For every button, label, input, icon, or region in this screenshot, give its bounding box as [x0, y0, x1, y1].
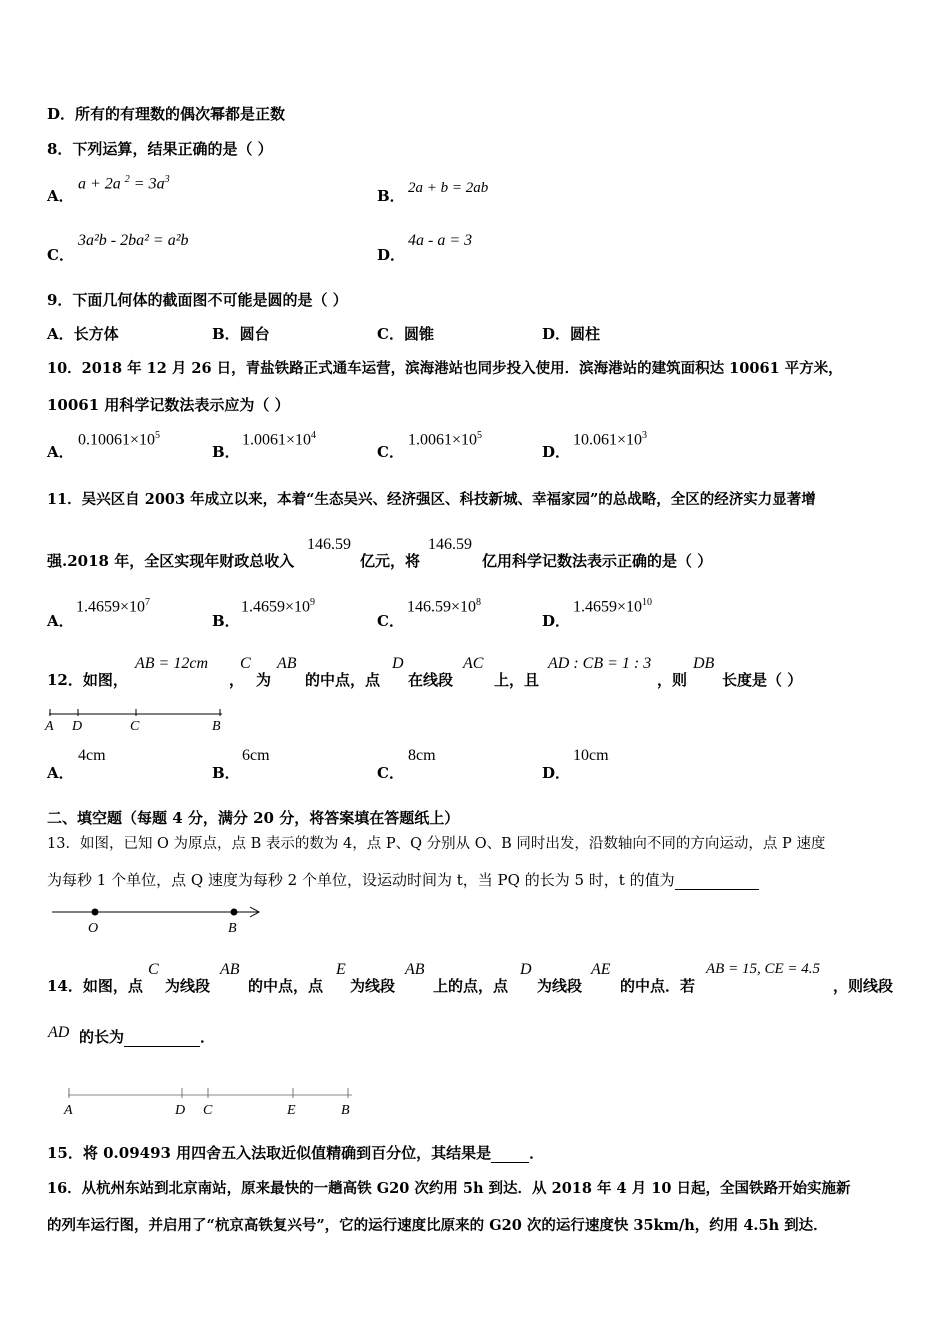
- q11-line2-a: 强.2018 年，全区实现年财政总收入: [47, 552, 295, 570]
- q8-b-expr: 2a + b = 2ab: [408, 180, 489, 196]
- q11-line2-c: 亿用科学记数法表示正确的是（ ）: [482, 552, 713, 570]
- q12-text-7: ，则: [657, 671, 688, 689]
- q9-stem: 9．下面几何体的截面图不可能是圆的是（ ）: [47, 291, 348, 309]
- q13-number-line: [48, 902, 268, 936]
- q15-text: 15．将 0.09493 用四舍五入法取近似值精确到百分位，其结果是 ．: [47, 1144, 545, 1162]
- q9-option-c: C．圆锥: [377, 325, 434, 343]
- q11-value-1: 146.59: [307, 536, 351, 553]
- q12-text-5: 在线段: [408, 671, 454, 689]
- q14-math-8: AD: [48, 1024, 70, 1041]
- q10-c-label: C．: [377, 443, 404, 461]
- q12-text-4: 的中点，点: [305, 671, 381, 689]
- q14-math-4: AB: [405, 961, 425, 978]
- q14-fig-label-d: D: [175, 1103, 186, 1118]
- q7-option-d: D．所有的有理数的偶次幂都是正数: [47, 105, 286, 123]
- q10-line2: 10061 用科学记数法表示应为（ ）: [47, 396, 290, 414]
- q12-math-2: C: [240, 655, 251, 672]
- q14-fig-label-b: B: [341, 1103, 350, 1118]
- q14-fig-label-e: E: [287, 1103, 296, 1118]
- q9-option-b: B．圆台: [212, 325, 270, 343]
- q12-fig-label-d: D: [72, 719, 83, 734]
- q11-d-label: D．: [542, 612, 571, 630]
- q12-math-1: AB = 12cm: [135, 655, 208, 672]
- q14-text-7: 的中点．若: [620, 977, 696, 995]
- q8-b-label: B．: [377, 187, 405, 205]
- q12-text-1: 12．如图，: [47, 671, 128, 689]
- q11-c-expr: $146.59\times 10^8$: [407, 597, 482, 616]
- q12-fig-label-a: A: [45, 719, 54, 734]
- q11-c-label: C．: [377, 612, 404, 630]
- q10-b-label: B．: [212, 443, 240, 461]
- q14-text-4: 为线段: [350, 977, 396, 995]
- q14-math-6: AE: [591, 961, 611, 978]
- q10-line1: 10．2018 年 12 月 26 日，青盐铁路正式通车运营，滨海港站也同步投入使用．滨海港站的建筑面积达 10061 平方米，: [47, 360, 843, 377]
- q14-figure: [60, 1084, 360, 1120]
- q11-value-2: 146.59: [428, 536, 472, 553]
- q10-b-expr: $1.0061\times 10^4$: [242, 430, 317, 449]
- q8-stem: 8．下列运算，结果正确的是（ ）: [47, 140, 273, 158]
- q10-a-expr: $0.10061\times 10^5$: [78, 430, 161, 449]
- q11-d-expr: $1.4659\times 10^{10}$: [573, 597, 653, 616]
- q11-b-expr: $1.4659\times 10^9$: [241, 597, 316, 616]
- q14-math-2: AB: [220, 961, 240, 978]
- q12-figure: [44, 707, 234, 735]
- q12-option-c: 8cm: [408, 747, 436, 764]
- q14-fig-label-a: A: [64, 1103, 73, 1118]
- q11-line2-b: 亿元，将: [360, 552, 421, 570]
- q12-text-6: 上，且: [494, 671, 540, 689]
- q12-a-label: A．: [47, 764, 74, 782]
- q12-b-label: B．: [212, 764, 240, 782]
- q14-text-8: ，则线段: [833, 977, 894, 995]
- q8-c-label: C．: [47, 246, 74, 264]
- q12-math-4: D: [392, 655, 404, 672]
- q14-math-1: C: [148, 961, 159, 978]
- q12-text-2: ，: [229, 671, 245, 689]
- q13-line1: 13．如图，已知 O 为原点，点 B 表示的数为 4，点 P、Q 分别从 O、B 同时出发，沿数轴向不同的方向运动，点 P 速度: [47, 836, 826, 852]
- q14-text-6: 为线段: [537, 977, 583, 995]
- q12-math-5: AC: [463, 655, 484, 672]
- q14-text-3: 的中点，点: [248, 977, 324, 995]
- q14-text-1: 14．如图，点: [47, 977, 143, 995]
- q12-c-label: C．: [377, 764, 404, 782]
- q16-line2: 的列车运行图，并启用了“杭京高铁复兴号”，它的运行速度比原来的 G20 次的运行速度快 35km/h，约用 4.5h 到达．: [47, 1217, 828, 1234]
- q12-option-b: 6cm: [242, 747, 270, 764]
- q12-fig-label-b: B: [212, 719, 221, 734]
- q10-a-label: A．: [47, 443, 74, 461]
- q10-d-expr: $10.061\times 10^3$: [573, 430, 648, 449]
- q11-a-expr: $1.4659\times 10^7$: [76, 597, 151, 616]
- q10-d-label: D．: [542, 443, 571, 461]
- q12-math-7: DB: [693, 655, 715, 672]
- section-2-heading: 二、填空题（每题 4 分，满分 20 分，将答案填在答题纸上）: [47, 809, 460, 827]
- q13-fig-label-b: B: [228, 921, 237, 936]
- q16-line1: 16．从杭州东站到北京南站，原来最快的一趟高铁 G20 次约用 5h 到达．从 2018 年 4 月 10 日起，全国铁路开始实施新: [47, 1180, 851, 1197]
- q12-d-label: D．: [542, 764, 571, 782]
- q12-text-8: 长度是（ ）: [722, 671, 803, 689]
- q8-a-expr: a + 2a $^2 = 3a^3$: [78, 174, 170, 193]
- q8-d-expr: 4a - a = 3: [408, 232, 473, 249]
- q10-c-expr: $1.0061\times 10^5$: [408, 430, 483, 449]
- q12-math-6: AD : CB = 1 : 3: [548, 655, 652, 672]
- q11-b-label: B．: [212, 612, 240, 630]
- q9-option-a: A．长方体: [47, 325, 119, 343]
- q12-option-a: 4cm: [78, 747, 106, 764]
- q13-line2: 为每秒 1 个单位，点 Q 速度为每秒 2 个单位，设运动时间为 t，当 PQ 的长为 5 时，t 的值为: [47, 869, 759, 890]
- q14-line2: 的长为 ．: [79, 1028, 216, 1046]
- q13-fig-label-o: O: [88, 921, 99, 936]
- q12-fig-label-c: C: [130, 719, 140, 734]
- q8-d-label: D．: [377, 246, 406, 264]
- q11-line1: 11．吴兴区自 2003 年成立以来，本着“生态吴兴、经济强区、科技新城、幸福家园”的总战略，全区的经济实力显著增: [47, 491, 816, 508]
- q14-math-3: E: [336, 961, 346, 978]
- q14-math-7: AB = 15, CE = 4.5: [706, 961, 820, 977]
- q14-text-2: 为线段: [165, 977, 211, 995]
- q12-option-d: 10cm: [573, 747, 609, 764]
- q14-text-5: 上的点，点: [433, 977, 509, 995]
- q8-c-expr: 3a²b - 2ba² = a²b: [78, 232, 189, 249]
- q14-fig-label-c: C: [203, 1103, 213, 1118]
- q14-math-5: D: [520, 961, 532, 978]
- q12-math-3: AB: [277, 655, 297, 672]
- q12-text-3: 为: [256, 671, 272, 689]
- q11-a-label: A．: [47, 612, 74, 630]
- q8-a-label: A．: [47, 187, 74, 205]
- q9-option-d: D．圆柱: [542, 325, 601, 343]
